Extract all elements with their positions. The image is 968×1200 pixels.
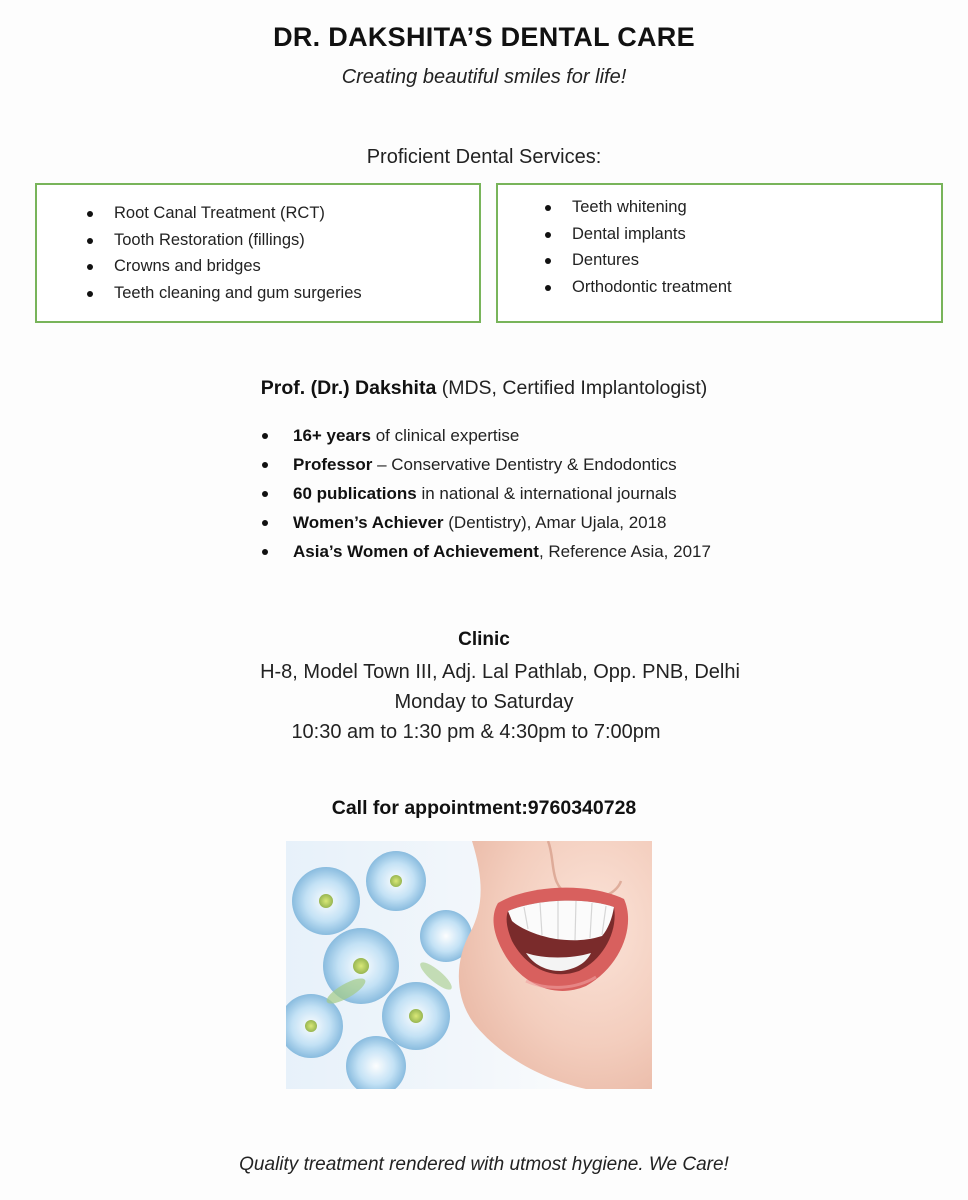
list-item: Tooth Restoration (fillings): [87, 227, 362, 254]
credential-detail: (Dentistry), Amar Ujala, 2018: [443, 513, 667, 532]
appointment-phone: Call for appointment:9760340728: [331, 797, 637, 819]
credential-detail: – Conservative Dentistry & Endodontics: [372, 455, 677, 474]
smile-photo: [286, 841, 652, 1089]
credential-highlight: 60 publications: [293, 484, 417, 503]
list-item: [262, 450, 711, 479]
page-title: DR. DAKSHITA’S DENTAL CARE: [273, 22, 695, 52]
list-item: Crowns and bridges: [87, 253, 362, 280]
clinic-hours: 10:30 am to 1:30 pm & 4:30pm to 7:00pm: [291, 721, 661, 743]
credential-detail: in national & international journals: [416, 484, 677, 503]
list-item: [262, 421, 711, 450]
credential-highlight: Asia’s Women of Achievement: [293, 542, 539, 561]
services-heading: Proficient Dental Services:: [366, 146, 602, 168]
footer-note: Quality treatment rendered with utmost hygiene. We Care!: [239, 1154, 729, 1175]
doctor-qualifications: (MDS, Certified Implantologist): [441, 377, 708, 399]
credential-highlight: Professor: [293, 455, 373, 474]
list-item: Teeth cleaning and gum surgeries: [87, 280, 362, 307]
clinic-heading: Clinic: [458, 629, 510, 650]
credential-highlight: Women’s Achiever: [293, 513, 444, 532]
list-item: [262, 508, 711, 537]
doctor-heading: [0, 377, 968, 400]
doctor-name: Prof. (Dr.) Dakshita: [260, 377, 437, 399]
services-box-left: [35, 183, 481, 323]
clinic-address: H-8, Model Town III, Adj. Lal Pathlab, Opp. PNB, Delhi: [260, 661, 740, 683]
credentials-list: [262, 421, 711, 566]
credential-highlight: 16+ years: [293, 426, 371, 445]
smile-illustration: [286, 841, 652, 1089]
list-item: Root Canal Treatment (RCT): [87, 200, 362, 227]
list-item: [262, 537, 711, 566]
list-item: Dental implants: [545, 221, 732, 248]
clinic-days: Monday to Saturday: [394, 691, 574, 713]
list-item: Teeth whitening: [545, 194, 732, 221]
credential-detail: , Reference Asia, 2017: [538, 542, 711, 561]
list-item: Dentures: [545, 247, 732, 274]
services-list-right: [545, 194, 732, 300]
services-list-left: [87, 200, 362, 306]
list-item: Orthodontic treatment: [545, 274, 732, 301]
services-box-right: [496, 183, 943, 323]
list-item: [262, 479, 711, 508]
tagline: Creating beautiful smiles for life!: [341, 66, 627, 88]
credential-detail: of clinical expertise: [371, 426, 520, 445]
